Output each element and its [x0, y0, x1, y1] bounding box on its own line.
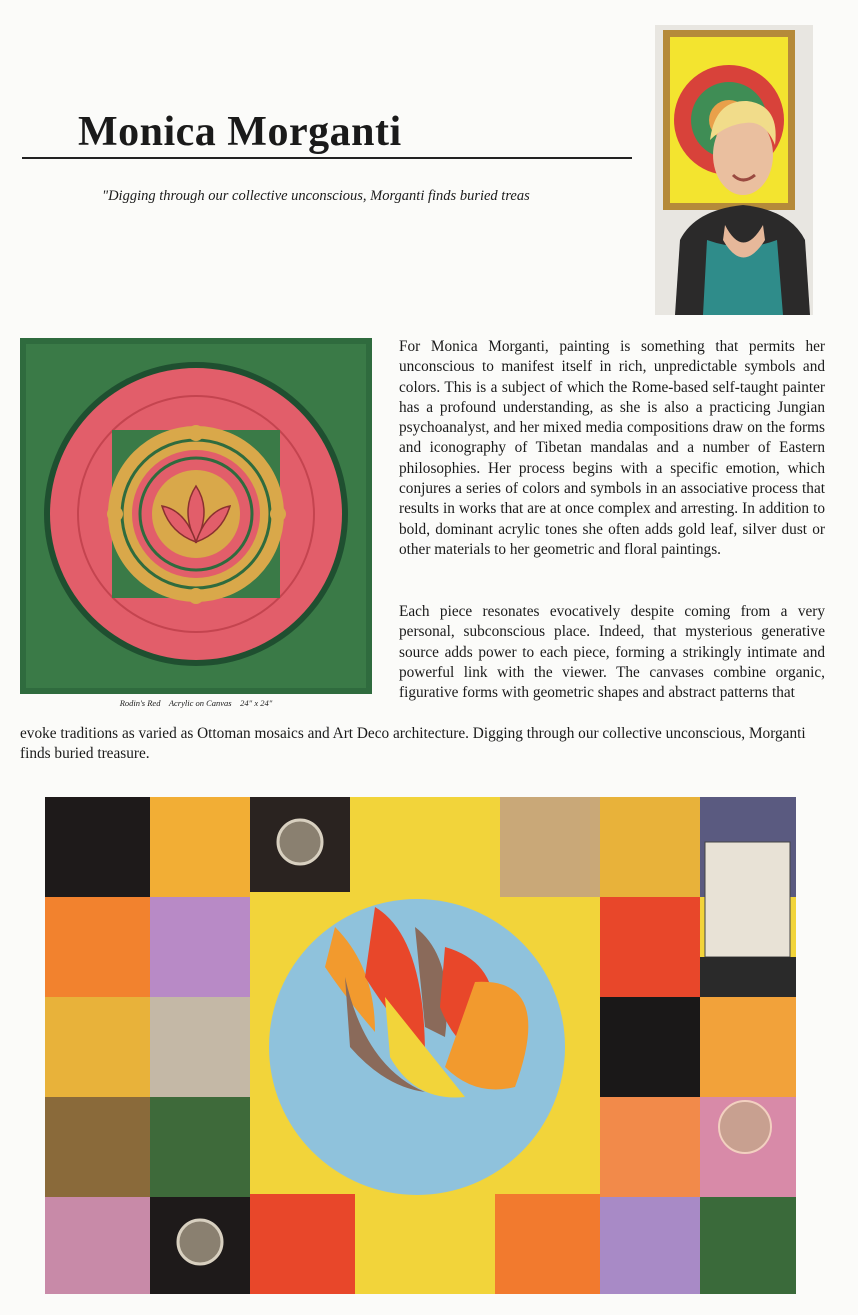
article-paragraph-2-continued: evoke traditions as varied as Ottoman mosaics and Art Deco architecture. Digging through our collective unconscious, Morganti finds buried treasure.	[20, 725, 806, 763]
pull-quote: "Digging through our collective unconscious, Morganti finds buried treas	[102, 188, 530, 204]
page-title: Monica Morganti	[78, 109, 402, 155]
title-rule	[22, 157, 632, 159]
article-paragraph-1: For Monica Morganti, painting is something that permits her unconscious to manifest itself in rich, unpredictable symbols and colors. This is a subject of which the Rome-based self-taught painter has a profound understanding, as she is also a practicing Jungian psychoanalyst, and her mixed media compositions draw on the forms and iconography of Tibetan mandalas and a number of Eastern philosophies. Her process begins with a specific emotion, which conjures a series of colors and symbols in an associative process that results in works that are at once complex and arresting. In addition to bold, dominant acrylic tones she often adds gold leaf, silver dust or other materials to her geometric and floral paintings.	[399, 338, 825, 558]
collage-painting	[45, 797, 796, 1294]
article-paragraph-2: Each piece resonates evocatively despite coming from a very personal, subconscious place. Indeed, that mysterious generative source adds power to each piece, forming a strikingly intimate and powerful link with the viewer. The canvases combine organic, figurative forms with geometric shapes and abstract patterns that	[399, 603, 825, 702]
painting-caption	[20, 698, 372, 708]
rodins-red-painting	[20, 338, 372, 694]
caption-size: 24" x 24"	[240, 698, 273, 708]
caption-medium: Acrylic on Canvas	[168, 698, 232, 708]
artist-portrait-photo	[655, 25, 813, 315]
caption-title: Rodin's Red	[119, 698, 161, 708]
